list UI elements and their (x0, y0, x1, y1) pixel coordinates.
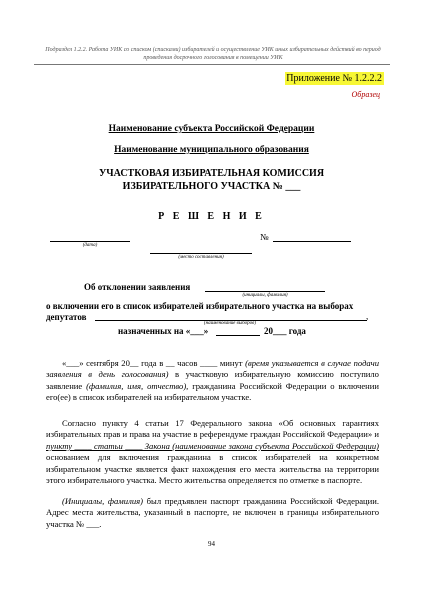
paragraph-1 (46, 358, 379, 404)
scheduled-date-line (216, 335, 260, 336)
paragraph-1-a: «___» сентября 20__ года в __ часов ____ минут (62, 358, 246, 368)
page-number: 94 (208, 540, 215, 548)
date-line (50, 241, 130, 242)
deputies-label: депутатов (46, 312, 87, 322)
paragraph-3-b: был предъявлен паспорт гражданина Российской Федерации. Адрес места жительства, указанный в паспорте, не включен в границы избирательного участка № ___. (46, 496, 380, 529)
decision-title: Р Е Ш Е Н И Е (158, 211, 265, 222)
number-sign: № (260, 232, 269, 242)
comma: , (366, 311, 369, 321)
commission-title (20, 167, 403, 193)
commission-line-2: ИЗБИРАТЕЛЬНОГО УЧАСТКА № ___ (122, 181, 301, 192)
paragraph-2 (46, 418, 379, 486)
paragraph-1-d: (фамилия, имя, отчество), (86, 380, 189, 391)
commission-line-1: УЧАСТКОВАЯ ИЗБИРАТЕЛЬНАЯ КОМИССИЯ (98, 168, 325, 179)
paragraph-3-a: (Инициалы, фамилия) (62, 496, 143, 506)
paragraph-2-c: основанием для включения гражданина в список избирателей на конкретном избирательном участке является факт нахождения его места жительства на территории этого избирательного участка. Место жительства определяется по отметке в паспорте. (46, 452, 379, 486)
paragraph-1-c: в участковую избирательную комиссию поступило заявление (46, 369, 379, 391)
appendix-label: Приложение № 1.2.2.2 (286, 73, 382, 84)
date-caption: (дата) (82, 243, 98, 248)
place-line (150, 253, 252, 254)
scheduled-label: назначенных на «___» (118, 326, 209, 336)
rejection-title: Об отклонении заявления (84, 282, 191, 292)
initials-line (205, 291, 325, 292)
paragraph-3 (46, 496, 379, 530)
elections-caption: (наименование выборов) (204, 321, 256, 326)
initials-caption: (инициалы, фамилия) (242, 293, 288, 298)
paragraph-1-e: гражданина Российской Федерации о включении его(ее) в список избирателей на избирательном участке. (46, 380, 379, 403)
subject-name-heading: Наименование субъекта Российской Федерации (108, 124, 315, 134)
paragraph-1-b: (время указывается в случае подачи заявления в день голосования) (46, 358, 379, 380)
municipal-name-heading: Наименование муниципального образования (114, 145, 309, 155)
paragraph-2-a: Согласно пункту 4 статьи 17 Федерального закона «Об основных гарантиях избирательных прав и права на участие в референдуме граждан Российской Федерации» и (46, 418, 379, 440)
number-line (273, 241, 351, 242)
place-caption: (место составления) (178, 255, 224, 260)
scheduled-year: 20___ года (264, 326, 306, 336)
header-note: Подраздел 1.2.2. Работа УИК со списком (списками) избирателей и осуществление УИК иных избирательных действий во период проведения досрочного голосования в помещении УИК (45, 47, 381, 61)
inclusion-text: о включении его в список избирателей избирательного участка на выборах (46, 301, 354, 311)
paragraph-2-b: пункту ____ статьи ____ Закона (наименование закона субъекта Российской Федерации) (46, 440, 379, 451)
header-divider (34, 64, 390, 65)
sample-label: Образец (351, 90, 380, 99)
